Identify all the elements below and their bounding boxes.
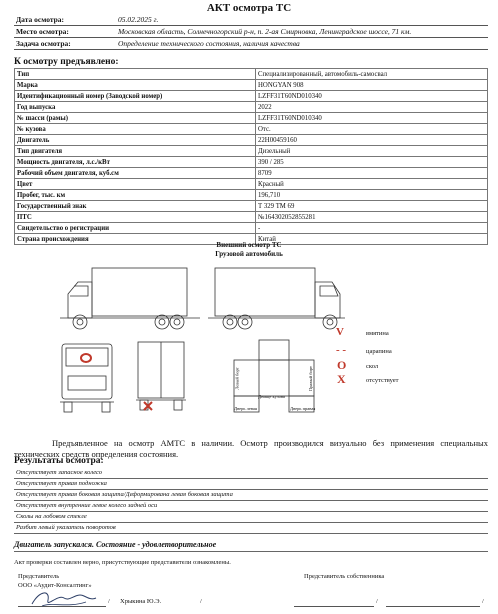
header-value: Московская область, Солнечногорский р-н, п. 2-ая Смирновка, Ленинградское шоссе, 71 км. xyxy=(118,27,412,36)
spec-key: Двигатель xyxy=(15,135,256,146)
spec-key: Страна происхождения xyxy=(15,234,256,245)
slash: / xyxy=(376,598,378,605)
result-item xyxy=(14,522,488,534)
scratch-mark-icon: - - xyxy=(336,344,347,356)
spec-value: 196,710 xyxy=(256,190,488,201)
spec-key: Год выпуска xyxy=(15,102,256,113)
spec-value: - xyxy=(256,223,488,234)
result-text: Сколы на лобовом стекле xyxy=(16,513,87,520)
truck-front-view xyxy=(56,338,118,416)
view-label: Дверь правая xyxy=(290,406,316,411)
table-row xyxy=(15,124,488,135)
diagram-caption-1: Внешний осмотр ТС xyxy=(216,241,282,249)
result-text: Отсутствует запасное колесо xyxy=(16,469,103,476)
table-row xyxy=(15,91,488,102)
spec-value: 2022 xyxy=(256,102,488,113)
spec-value: LZFF31T60ND010340 xyxy=(256,91,488,102)
result-text: Отсутствует правая боковая защита/Деформирована левая боковая защита xyxy=(16,491,233,498)
header-label: Место осмотра: xyxy=(16,27,69,36)
table-row xyxy=(15,80,488,91)
legend-label: царапина xyxy=(366,348,392,355)
spec-value: 22H00459160 xyxy=(256,135,488,146)
rep-left-label: Представитель xyxy=(18,573,60,580)
spec-value: Специализированный, автомобиль-самосвал xyxy=(256,69,488,80)
slash: / xyxy=(108,598,110,605)
result-text: Отсутствует внутренние левое колесо задней оси xyxy=(16,502,158,509)
signature-scribble xyxy=(28,586,98,610)
spec-value: Отс. xyxy=(256,124,488,135)
dent-mark-icon: V xyxy=(336,326,344,338)
header-row-place xyxy=(14,26,488,38)
spec-value: 390 / 285 xyxy=(256,157,488,168)
table-row xyxy=(15,168,488,179)
spec-key: Тип xyxy=(15,69,256,80)
signature-line xyxy=(294,606,374,607)
footer-note: Акт проверки составлен верно, присутствующие представители ознакомлены. xyxy=(14,559,231,566)
conclusion xyxy=(14,540,488,552)
result-text: Отсутствует правая подножка xyxy=(16,480,107,487)
header-value: 05.02.2025 г. xyxy=(118,15,159,24)
legend-label: отсутствует xyxy=(366,377,399,384)
spec-key: Идентификационный номер (Заводской номер) xyxy=(15,91,256,102)
spec-key: Мощность двигателя, л.с./кВт xyxy=(15,157,256,168)
header-value: Определение технического состояния, наличия качества xyxy=(118,39,300,48)
table-row xyxy=(15,190,488,201)
spec-key: Государственный знак xyxy=(15,201,256,212)
spec-table xyxy=(14,68,488,245)
spec-value: 8709 xyxy=(256,168,488,179)
truck-rear-view xyxy=(132,338,190,416)
spec-value: HONGYAN 908 xyxy=(256,80,488,91)
legend-label: вмятина xyxy=(366,330,389,337)
spec-key: Марка xyxy=(15,80,256,91)
table-row xyxy=(15,135,488,146)
table-row xyxy=(15,113,488,124)
document-title: АКТ осмотра ТС xyxy=(206,2,292,14)
missing-mark-icon: X xyxy=(337,372,346,386)
section-title: К осмотру предъявлено: xyxy=(14,57,119,67)
spec-key: № шасси (рамы) xyxy=(15,113,256,124)
table-row xyxy=(15,102,488,113)
table-row xyxy=(15,146,488,157)
spec-value: №164302052855281 xyxy=(256,212,488,223)
table-row xyxy=(15,157,488,168)
diagram-caption-2: Грузовой автомобиль xyxy=(215,250,283,258)
header-row-date xyxy=(14,14,488,26)
header-label: Задача осмотра: xyxy=(16,39,71,48)
truck-side-views xyxy=(40,262,480,332)
spec-key: Цвет xyxy=(15,179,256,190)
spec-value: Дизельный xyxy=(256,146,488,157)
conclusion-text: Двигатель запускался. Состояние - удовлетворительное xyxy=(14,540,217,549)
view-label: Днище кузова xyxy=(258,394,285,399)
slash: / xyxy=(482,598,484,605)
view-label: Дверь левая xyxy=(234,406,257,411)
inspection-paragraph: Предъявленное на осмотр АМТС в наличии. Осмотр производился визуально без применения специальных технических средств определения состояния. xyxy=(14,438,488,459)
spec-key: Тип двигателя xyxy=(15,146,256,157)
result-text: Разбит левый указатель поворотов xyxy=(16,524,116,531)
spec-key: Пробег, тыс. км xyxy=(15,190,256,201)
header-label: Дата осмотра: xyxy=(16,15,65,24)
spec-key: Рабочий объем двигателя, куб.см xyxy=(15,168,256,179)
rep-left-name: Хрыкина Ю.Э. xyxy=(120,598,162,605)
table-row xyxy=(15,223,488,234)
legend-label: скол xyxy=(366,363,379,370)
view-label: Левый борт xyxy=(234,367,240,390)
table-row xyxy=(15,69,488,80)
header-row-task xyxy=(14,38,488,50)
spec-value: Китай xyxy=(256,234,488,245)
signature-line xyxy=(386,606,480,607)
spec-key: № кузова xyxy=(15,124,256,135)
results-title: Результаты осмотра: xyxy=(14,456,104,466)
table-row xyxy=(15,212,488,223)
table-row xyxy=(15,179,488,190)
slash: / xyxy=(200,598,202,605)
spec-value: Т 329 ТМ 69 xyxy=(256,201,488,212)
spec-value: LZFF31T60ND010340 xyxy=(256,113,488,124)
spec-key: Свидетельство о регистрации xyxy=(15,223,256,234)
chip-mark-icon: O xyxy=(337,358,347,372)
rep-left-org: ООО «Аудит-Консалтинг» xyxy=(18,582,92,589)
rep-right-label: Представитель собственника xyxy=(304,573,385,580)
table-row xyxy=(15,201,488,212)
spec-value: Красный xyxy=(256,179,488,190)
spec-key: ПТС xyxy=(15,212,256,223)
view-label: Правый борт xyxy=(307,366,313,391)
